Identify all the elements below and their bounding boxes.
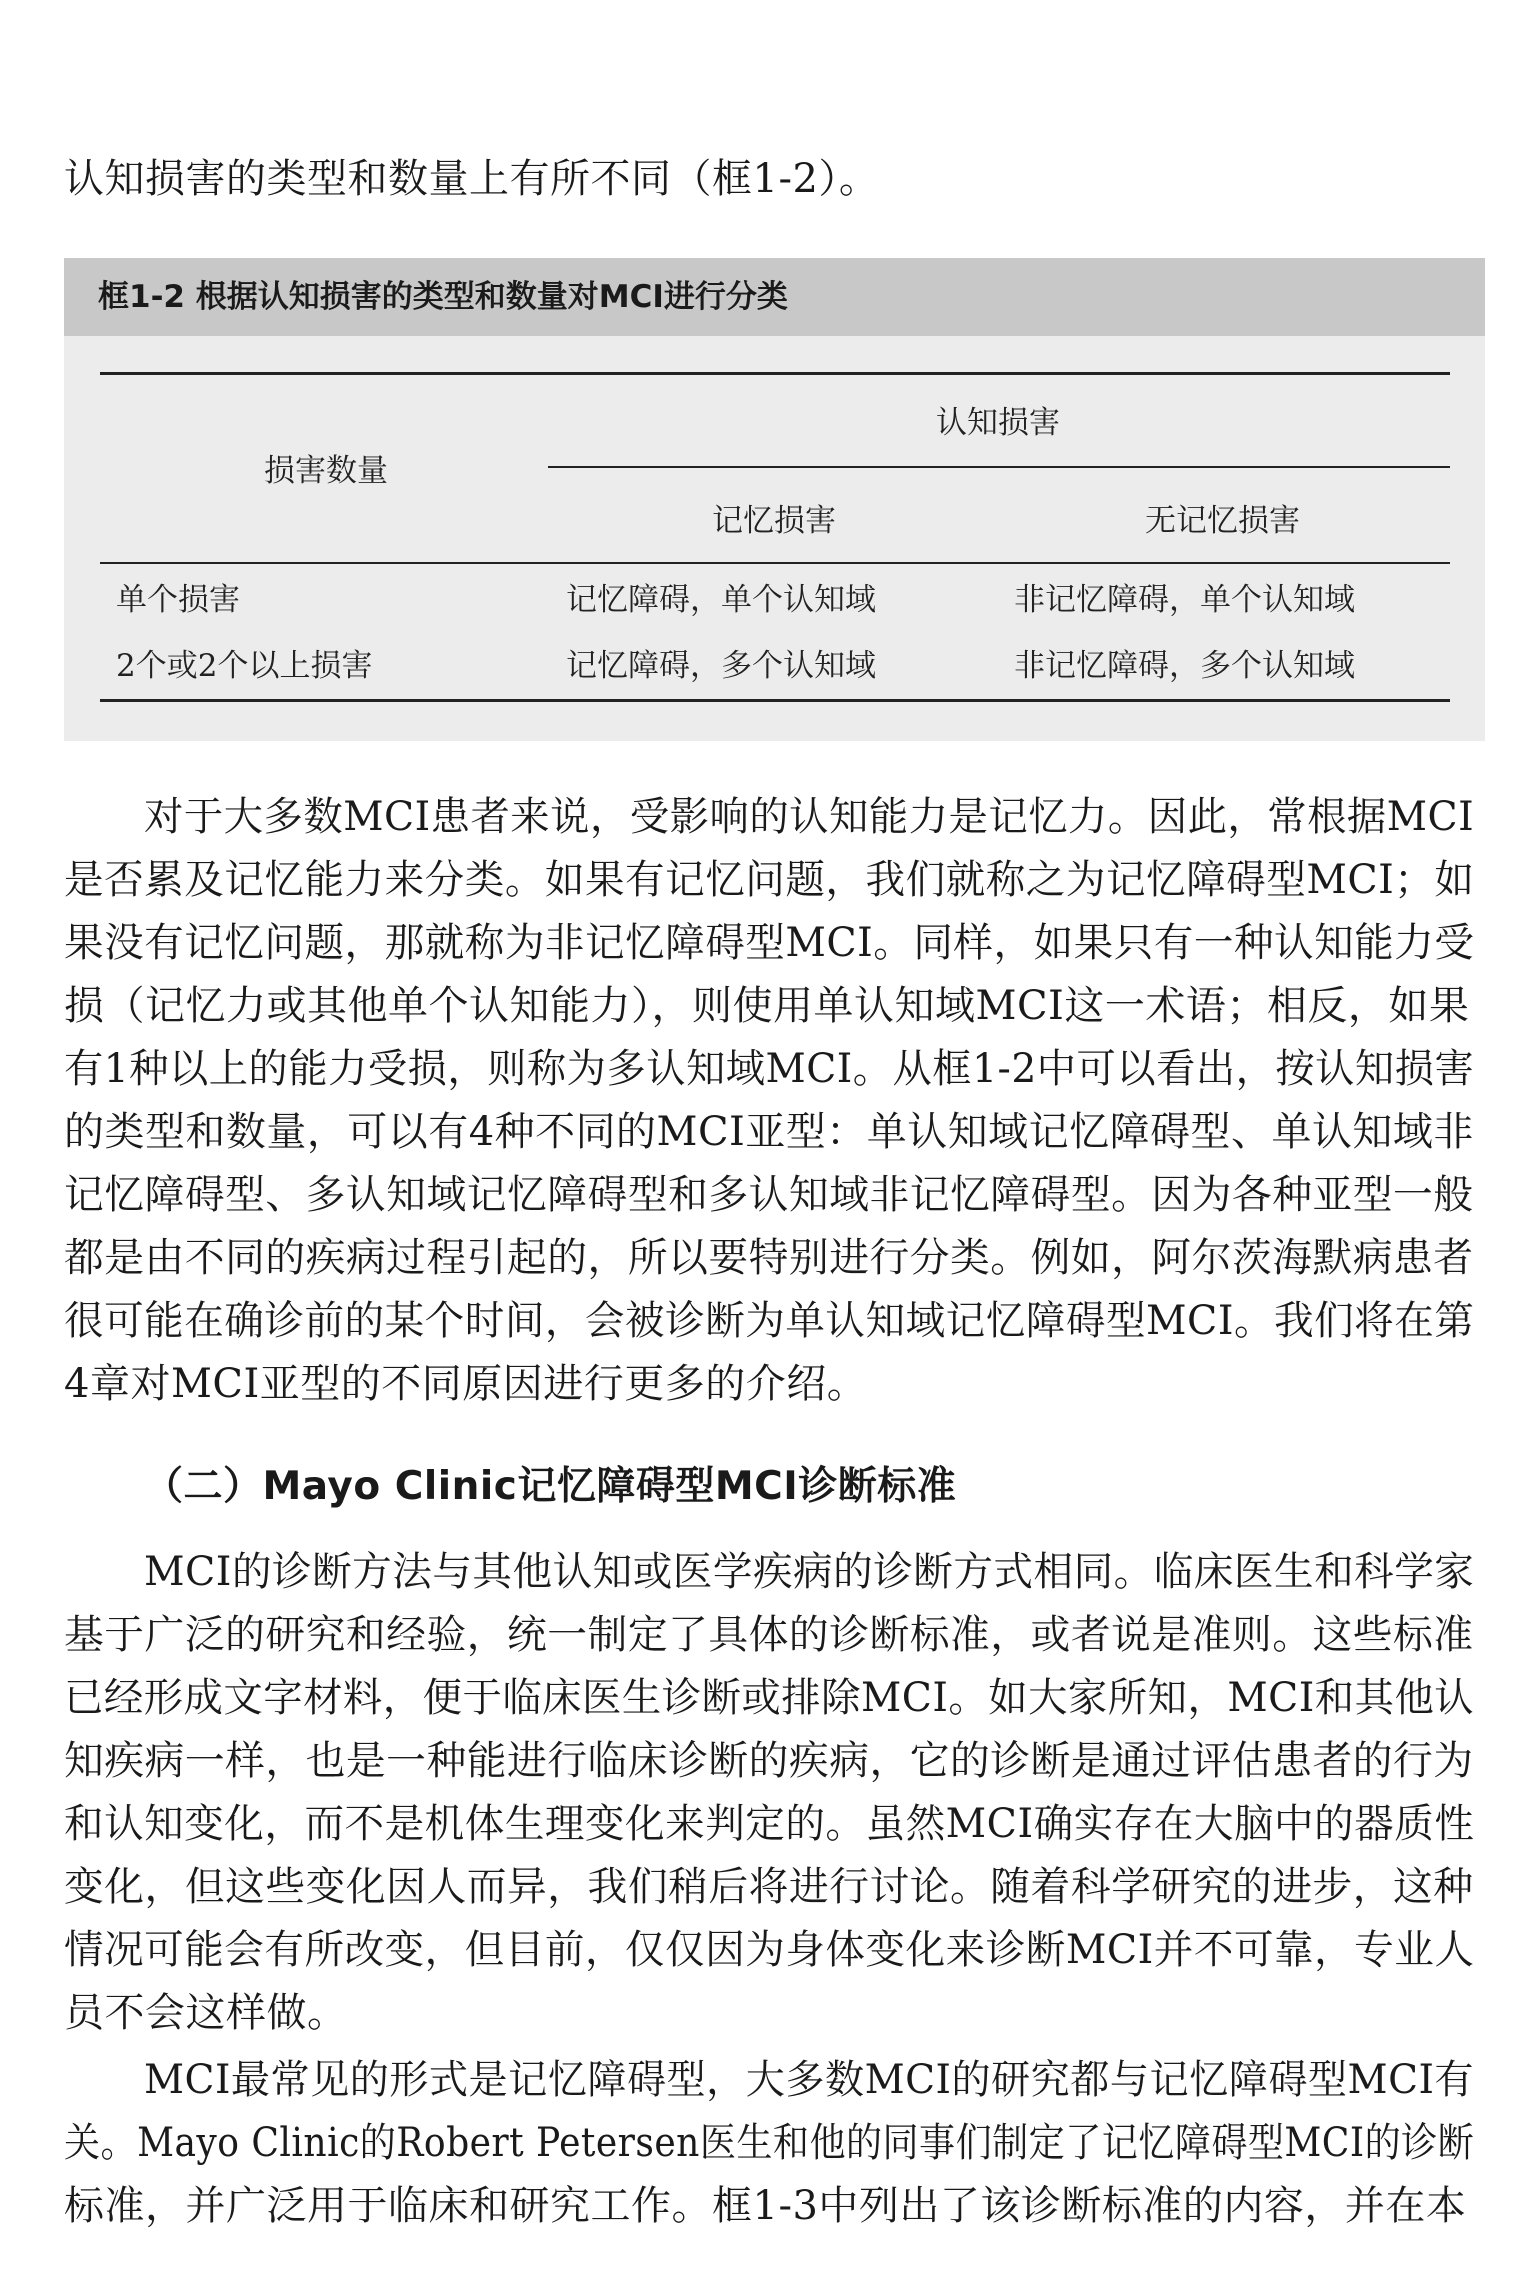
paragraph-line: 有1种以上的能力受损，则称为多认知域MCI。从框1-2中可以看出，按认知损害 xyxy=(64,1046,1475,1092)
table-header-rule xyxy=(100,562,1450,564)
table-top-rule xyxy=(100,372,1450,375)
section-heading: （二）Mayo Clinic记忆障碍型MCI诊断标准 xyxy=(144,1464,957,1509)
table-row-2-count: 2个或2个以上损害 xyxy=(116,648,373,684)
paragraph-line: MCI最常见的形式是记忆障碍型，大多数MCI的研究都与记忆障碍型MCI有 xyxy=(144,2057,1475,2103)
table-row-2-memory: 记忆障碍，多个认知域 xyxy=(566,648,876,684)
paragraph-line: 员不会这样做。 xyxy=(64,1990,348,2036)
table-row-1-memory: 记忆障碍，单个认知域 xyxy=(566,582,876,618)
paragraph-line: 的类型和数量，可以有4种不同的MCI亚型：单认知域记忆障碍型、单认知域非 xyxy=(64,1109,1474,1155)
table-bottom-rule xyxy=(100,699,1450,702)
table-header-group: 认知损害 xyxy=(936,405,1060,441)
paragraph-line: MCI的诊断方法与其他认知或医学疾病的诊断方式相同。临床医生和科学家 xyxy=(144,1549,1475,1595)
table-row-2-non-memory: 非记忆障碍，多个认知域 xyxy=(1014,648,1355,684)
paragraph-line: 知疾病一样，也是一种能进行临床诊断的疾病，它的诊断是通过评估患者的行为 xyxy=(64,1738,1474,1784)
table-header-non-memory: 无记忆损害 xyxy=(1145,503,1300,539)
paragraph-line: 损（记忆力或其他单个认知能力），则使用单认知域MCI这一术语；相反，如果 xyxy=(64,983,1470,1029)
paragraph-line: 是否累及记忆能力来分类。如果有记忆问题，我们就称之为记忆障碍型MCI；如 xyxy=(64,857,1475,903)
paragraph-line: 记忆障碍型、多认知域记忆障碍型和多认知域非记忆障碍型。因为各种亚型一般 xyxy=(64,1172,1474,1218)
paragraph-line: 基于广泛的研究和经验，统一制定了具体的诊断标准，或者说是准则。这些标准 xyxy=(64,1612,1474,1658)
paragraph-line: 4章对MCI亚型的不同原因进行更多的介绍。 xyxy=(64,1361,868,1407)
paragraph-line: 已经形成文字材料，便于临床医生诊断或排除MCI。如大家所知，MCI和其他认 xyxy=(64,1675,1475,1721)
table-header-count: 损害数量 xyxy=(264,453,388,489)
box-header xyxy=(64,258,1485,336)
paragraph-line: 和认知变化，而不是机体生理变化来判定的。虽然MCI确实存在大脑中的器质性 xyxy=(64,1801,1475,1847)
paragraph-line: 果没有记忆问题，那就称为非记忆障碍型MCI。同样，如果只有一种认知能力受 xyxy=(64,920,1475,966)
box-title: 框1-2 根据认知损害的类型和数量对MCI进行分类 xyxy=(98,279,788,315)
paragraph-line: 情况可能会有所改变，但目前，仅仅因为身体变化来诊断MCI并不可靠，专业人 xyxy=(64,1927,1475,1973)
table-row-1-count: 单个损害 xyxy=(116,582,240,618)
box-1-2 xyxy=(64,258,1485,741)
intro-line: 认知损害的类型和数量上有所不同（框1-2）。 xyxy=(64,156,880,202)
paragraph-line: 对于大多数MCI患者来说，受影响的认知能力是记忆力。因此，常根据MCI xyxy=(144,794,1475,840)
paragraph-line: 关。Mayo Clinic的Robert Petersen医生和他的同事们制定了记忆障碍型MCI的诊断 xyxy=(64,2120,1475,2166)
paragraph-line: 变化，但这些变化因人而异，我们稍后将进行讨论。随着科学研究的进步，这种 xyxy=(64,1864,1474,1910)
paragraph-line: 很可能在确诊前的某个时间，会被诊断为单认知域记忆障碍型MCI。我们将在第 xyxy=(64,1298,1475,1344)
table-group-rule xyxy=(548,466,1450,468)
paragraph-line: 都是由不同的疾病过程引起的，所以要特别进行分类。例如，阿尔茨海默病患者 xyxy=(64,1235,1474,1281)
table-row-1-non-memory: 非记忆障碍，单个认知域 xyxy=(1014,582,1355,618)
paragraph-line: 标准，并广泛用于临床和研究工作。框1-3中列出了该诊断标准的内容，并在本 xyxy=(64,2183,1467,2229)
table-header-memory: 记忆损害 xyxy=(712,503,836,539)
